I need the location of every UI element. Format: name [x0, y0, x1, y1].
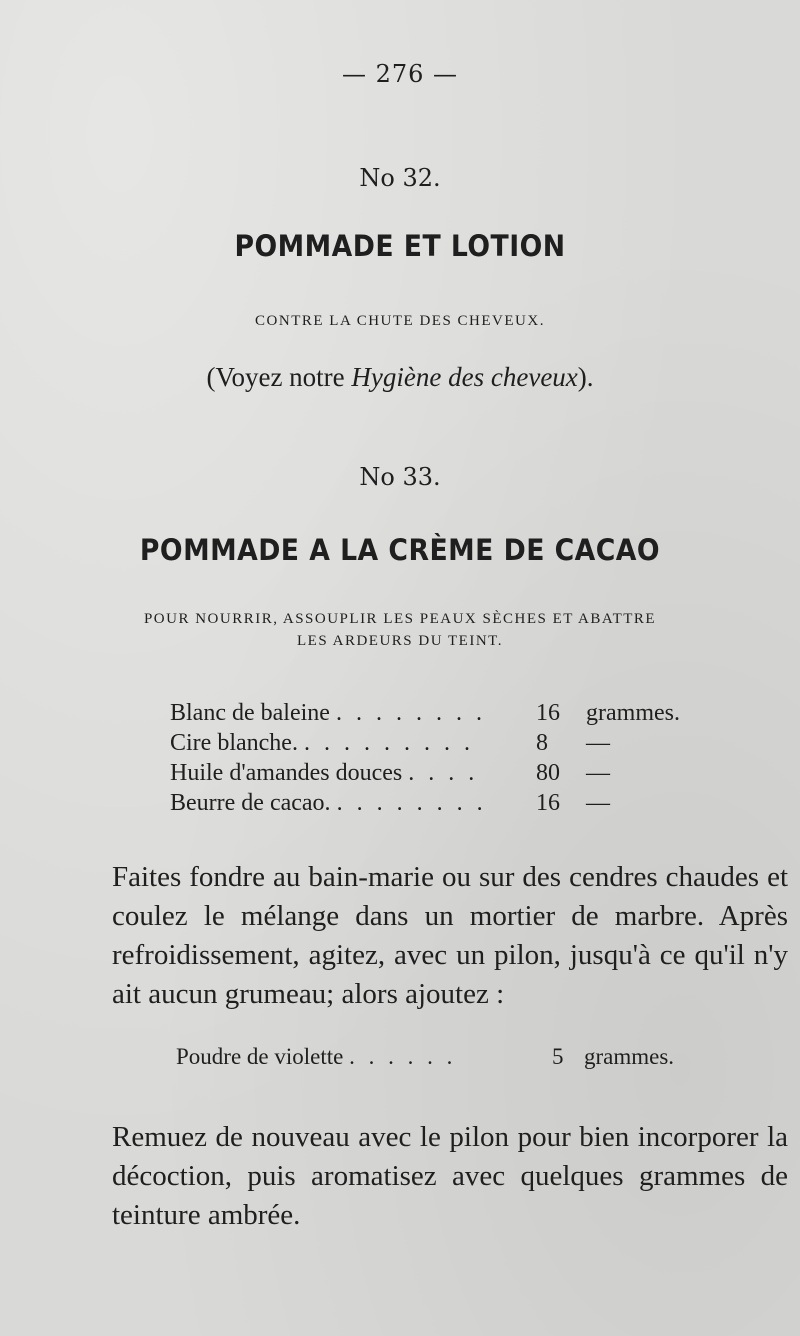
ingredient-unit: grammes.: [584, 1044, 675, 1069]
ingredient-name: Huile d'amandes douces . . . .: [170, 760, 479, 786]
ingredient-row: [170, 760, 670, 790]
extra-ingredient: [176, 1044, 676, 1074]
ingredient-quantity: 8: [536, 730, 548, 756]
recipe-33-subtitle-line-1: POUR NOURRIR, ASSOUPLIR LES PEAUX SÈCHES ET ABATTRE: [143, 611, 657, 627]
ingredient-row: [170, 730, 670, 760]
ingredient-name: Blanc de baleine . . . . . . . .: [170, 700, 486, 726]
ingredient-name: Beurre de cacao. . . . . . . . .: [170, 790, 487, 816]
ingredient-row: [176, 1044, 676, 1074]
recipe-32-title: POMMADE ET LOTION: [234, 229, 566, 263]
ingredient-quantity: 16: [536, 790, 560, 816]
recipe-33-title: POMMADE A LA CRÈME DE CACAO: [139, 533, 661, 567]
ingredient-row: [170, 700, 680, 730]
ingredient-name: Cire blanche. . . . . . . . . .: [170, 730, 474, 756]
recipe-32-reference: [0, 362, 800, 393]
ingredient-list: [170, 700, 680, 820]
page-number: — 276 —: [341, 60, 459, 88]
ingredient-unit: grammes.: [586, 700, 680, 726]
ingredient-unit: —: [586, 790, 610, 816]
instructions-paragraph-1: Faites fondre au bain-marie ou sur des cendres chaudes et coulez le mélange dans un mortier de marbre. Après refroidissement, agitez, avec un pilon, jusqu'à ce qu'il n'y ait aucun grumeau; alors ajoutez :: [112, 861, 788, 1010]
instructions-paragraph-2: Remuez de nouveau avec le pilon pour bien incorporer la décoction, puis aromatisez avec quelques grammes de teinture ambrée.: [112, 1121, 788, 1231]
reference-suffix: ).: [577, 362, 594, 392]
ingredient-row: [170, 790, 670, 820]
reference-prefix: (Voyez notre: [206, 362, 352, 392]
recipe-33-subtitle-line-2: LES ARDEURS DU TEINT.: [297, 633, 503, 649]
recipe-32-subtitle: CONTRE LA CHUTE DES CHEVEUX.: [255, 313, 545, 329]
ingredient-unit: —: [586, 730, 610, 756]
ingredient-quantity: 80: [536, 760, 560, 786]
ingredient-quantity: 5: [552, 1044, 564, 1069]
recipe-33-number: No 33.: [359, 463, 441, 491]
ingredient-name: Poudre de violette . . . . . .: [176, 1044, 457, 1069]
ingredient-quantity: 16: [536, 700, 560, 726]
ingredient-unit: —: [586, 760, 610, 786]
recipe-32-number: No 32.: [359, 164, 441, 192]
reference-book-title: Hygiène des cheveux: [351, 362, 578, 392]
